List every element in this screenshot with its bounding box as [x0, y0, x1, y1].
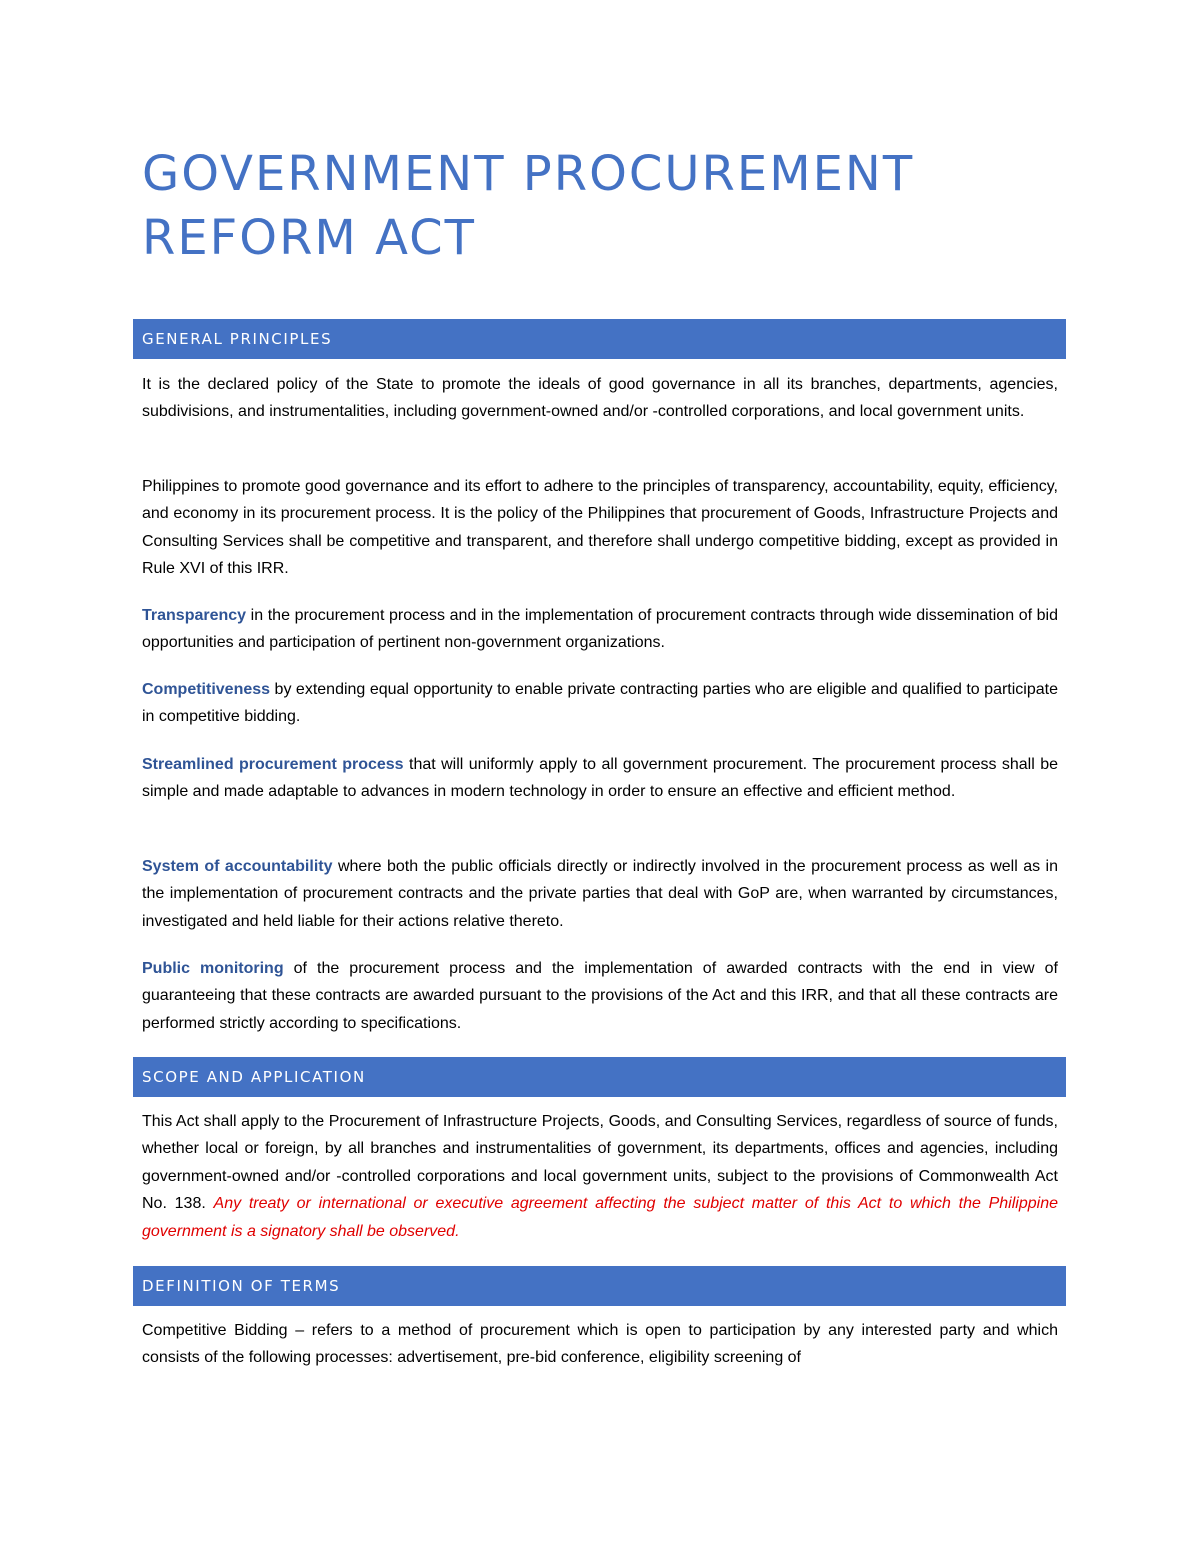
principle-term: Competitiveness	[142, 681, 271, 698]
principle-monitoring	[142, 955, 1058, 1037]
document-title: GOVERNMENT PROCUREMENT REFORM ACT	[142, 146, 915, 266]
principle-text: that will uniformly apply to all government procurement. The procurement process shall be simple and made adaptable to advances in modern technology in order to ensure an effective and efficient method.	[142, 756, 1059, 801]
definition-competitive-bidding: Competitive Bidding – refers to a method of procurement which is open to participation by any interested party and which consists of the following processes: advertisement, pre-bid conference, eligibility screening of	[142, 1322, 1058, 1367]
principle-term: Streamlined procurement process	[142, 756, 404, 773]
scope-paragraph	[142, 1108, 1058, 1245]
section-heading-scope: SCOPE AND APPLICATION	[133, 1057, 1066, 1097]
principle-text: by extending equal opportunity to enable private contracting parties who are eligible and qualified to participate in competitive bidding.	[142, 681, 1058, 726]
principle-term: Public monitoring	[142, 960, 284, 977]
principle-term: System of accountability	[142, 858, 333, 875]
principle-text: of the procurement process and the implementation of awarded contracts with the end in view of guaranteeing that these contracts are awarded pursuant to the provisions of the Act and this IRR, and that all these contracts are performed strictly according to specifications.	[142, 960, 1058, 1032]
principle-competitiveness	[142, 676, 1058, 731]
scope-emphasis: Any treaty or international or executive agreement affecting the subject matter of this Act to which the Philippine government is a signatory shall be observed.	[142, 1195, 1058, 1240]
section-heading-general-principles: GENERAL PRINCIPLES	[133, 319, 1066, 359]
principle-accountability	[142, 853, 1058, 935]
principle-text: where both the public officials directly or indirectly involved in the procurement process as well as in the implementation of procurement contracts and the private parties that deal with GoP are, when warranted by circumstances, investigated and held liable for their actions relative thereto.	[142, 858, 1058, 930]
principle-text: in the procurement process and in the implementation of procurement contracts through wide dissemination of bid opportunities and participation of pertinent non-government organizations.	[142, 607, 1058, 652]
philippines-paragraph: Philippines to promote good governance and its effort to adhere to the principles of transparency, accountability, equity, efficiency, and economy in its procurement process. It is the policy of the Philippines that procurement of Goods, Infrastructure Projects and Consulting Services shall be competitive and transparent, and therefore shall undergo competitive bidding, except as provided in Rule XVI of this IRR.	[142, 478, 1058, 578]
principle-term: Transparency	[142, 607, 247, 624]
scope-text: This Act shall apply to the Procurement of Infrastructure Projects, Goods, and Consulting Services, regardless of source of funds, whether local or foreign, by all branches and instrumentalities of government, its departments, offices and agencies, including government-owned and/or -controlled corporations and local government units, subject to the provisions of Commonwealth Act No. 138.	[142, 1113, 1058, 1213]
section-heading-definitions: DEFINITION OF TERMS	[133, 1266, 1066, 1306]
principle-transparency	[142, 602, 1058, 657]
principle-streamlined	[142, 751, 1058, 806]
policy-paragraph: It is the declared policy of the State to promote the ideals of good governance in all its branches, departments, agencies, subdivisions, and instrumentalities, including government-owned and/or -controlled corporations, and local government units.	[142, 376, 1058, 421]
